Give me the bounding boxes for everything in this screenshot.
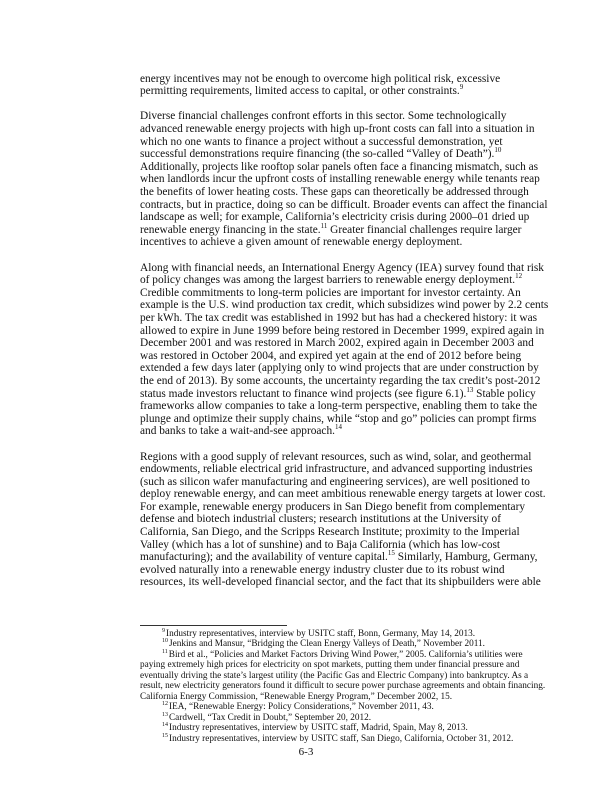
footnote-line bbox=[140, 732, 514, 745]
text-line bbox=[140, 324, 545, 338]
text-segment: incentives to achieve a given amount of renewable energy deployment. bbox=[140, 236, 463, 249]
text-line bbox=[140, 374, 541, 388]
text-line bbox=[140, 337, 534, 350]
footnote-reference: 11 bbox=[320, 221, 328, 230]
paragraph bbox=[140, 72, 501, 98]
footnote-line bbox=[140, 713, 472, 724]
text-segment: manufacturing); and the availability of venture capital. bbox=[140, 551, 388, 564]
page-number: 6-3 bbox=[298, 746, 314, 758]
text-line bbox=[140, 173, 540, 186]
text-segment: the benefits of lower heating costs. These gaps can theoretically be addressed through bbox=[140, 186, 529, 199]
footnote-text: result, new electricity generators found it difficult to secure power purchase agreements and obtain financing. bbox=[140, 681, 546, 692]
text-line bbox=[140, 385, 536, 401]
footnote-reference: 13 bbox=[466, 385, 474, 394]
text-line bbox=[140, 261, 544, 275]
footnote-text: Jenkins and Mansur, “Bridging the Clean Energy Valleys of Death,” November 2011. bbox=[169, 639, 485, 650]
text-line bbox=[140, 563, 505, 577]
text-segment: per kWh. The tax credit was established in 1992 but has had a checkered history: it was bbox=[140, 311, 538, 324]
text-segment: successful demonstrations require financing (the so-called “Valley of Death”). bbox=[140, 148, 495, 161]
text-segment: was restored in October 2004, and expired yet again at the end of 2012 before being bbox=[140, 349, 522, 362]
text-line bbox=[140, 513, 502, 526]
text-line bbox=[140, 549, 538, 564]
paragraph bbox=[140, 110, 548, 249]
text-line bbox=[140, 500, 526, 514]
footnote-line bbox=[140, 648, 523, 661]
text-segment: For example, renewable energy producers in San Diego benefit from complementary bbox=[140, 500, 526, 513]
text-line bbox=[140, 349, 522, 363]
text-segment: the end of 2013). By some accounts, the uncertainty regarding the tax credit’s post-2012 bbox=[140, 374, 541, 387]
text-line bbox=[140, 450, 532, 464]
footnote-line bbox=[140, 681, 546, 692]
text-line bbox=[140, 110, 507, 123]
text-segment: Greater financial challenges require larger bbox=[327, 223, 522, 236]
text-line bbox=[140, 488, 546, 501]
footnote-text: California Energy Commission, “Renewable Energy Program,” December 2002, 15. bbox=[140, 691, 453, 702]
text-line bbox=[140, 400, 538, 413]
footnote-number: 11 bbox=[162, 648, 168, 655]
text-segment: California, San Diego, and the Scripps Research Institute; proximity to the Imperial bbox=[140, 526, 520, 539]
footnote-text: Industry representatives, interview by USITC staff, Bonn, Germany, May 14, 2013. bbox=[166, 628, 476, 639]
text-line bbox=[140, 221, 522, 237]
text-line bbox=[140, 236, 472, 249]
text-segment: renewable energy financing in the state. bbox=[140, 223, 321, 236]
text-line bbox=[140, 146, 502, 161]
footnote-line bbox=[140, 723, 472, 734]
text-segment: resources, its well-developed financial sector, and the fact that its shipbuilders were able bbox=[140, 576, 541, 589]
text-segment: advanced renewable energy projects with high up-front costs can fall into a situation in bbox=[140, 123, 535, 136]
text-segment: permitting requirements, limited access to capital, or other constraints. bbox=[140, 85, 460, 98]
footnote-reference: 9 bbox=[459, 83, 464, 92]
text-segment: Credible commitments to long-term policies are important for investor certainty. An bbox=[140, 286, 521, 299]
footnote-line bbox=[140, 627, 476, 640]
text-line bbox=[140, 311, 538, 325]
text-segment: when landlords incur the upfront costs of installing renewable energy while tenants reap bbox=[140, 173, 540, 186]
footnote-line bbox=[140, 660, 520, 671]
footnotes bbox=[140, 627, 546, 745]
text-segment: endowments, reliable electrical grid infrastructure, and advanced supporting industries bbox=[140, 463, 533, 476]
text-segment: (such as silicon wafer manufacturing and engineering services), are well positioned to bbox=[140, 475, 530, 488]
footnote-reference: 15 bbox=[387, 549, 395, 558]
text-segment: contracts, but in practice, doing so can be difficult. Broader events can affect the financial bbox=[140, 198, 548, 211]
text-line bbox=[140, 412, 537, 426]
text-line bbox=[140, 475, 530, 489]
footnote-reference: 12 bbox=[515, 272, 523, 281]
text-line bbox=[140, 72, 501, 86]
text-line bbox=[140, 160, 539, 174]
text-segment: landscape as well; for example, California’s electricity crisis during 2000–01 dried up bbox=[140, 211, 530, 224]
text-segment: status made investors reluctant to finance wind projects (see figure 6.1). bbox=[140, 387, 467, 400]
footnote-text: Industry representatives, interview by USITC staff, Madrid, Spain, May 8, 2013. bbox=[169, 723, 468, 734]
text-segment: Along with financial needs, an International Energy Agency (IEA) survey found that risk bbox=[140, 261, 544, 274]
footnote-text: Bird et al., “Policies and Market Factors Driving Wind Power,” 2005. California’s utilities were bbox=[168, 649, 523, 660]
footnote-separator bbox=[140, 625, 287, 626]
text-line bbox=[140, 198, 548, 212]
text-segment: Regions with a good supply of relevant resources, such as wind, solar, and geothermal bbox=[140, 450, 532, 463]
footnote-number: 13 bbox=[162, 711, 168, 718]
text-segment: defense and biotech industrial clusters; research institutions at the University of bbox=[140, 513, 502, 526]
text-segment: Additionally, projects like rooftop solar panels often face a financing mismatch, such as bbox=[140, 160, 539, 173]
text-line bbox=[140, 286, 521, 300]
footnote-text: IEA, “Renewable Energy: Policy Considerations,” November 2011, 43. bbox=[169, 702, 434, 713]
text-segment: evolved naturally into a renewable energy industry cluster due to its robust wind bbox=[140, 563, 505, 576]
text-line bbox=[140, 526, 520, 539]
text-line bbox=[140, 362, 539, 375]
paragraph bbox=[140, 261, 549, 438]
text-line bbox=[140, 425, 472, 438]
footnote-text: paying extremely high prices for electricity on spot markets, putting them under financial pressure and bbox=[140, 660, 520, 671]
text-segment: extended a few days later (applying only to wind projects that are under construction by bbox=[140, 362, 539, 375]
footnote-number: 15 bbox=[162, 732, 168, 739]
text-line bbox=[140, 538, 501, 552]
footnote-text: Industry representatives, interview by USITC staff, San Diego, California, October 31, 2012. bbox=[169, 733, 514, 744]
text-segment: Stable policy bbox=[473, 387, 536, 400]
text-segment: of policy changes was among the largest barriers to renewable energy deployment. bbox=[140, 274, 516, 287]
footnote-text: Cardwell, “Tax Credit in Doubt,” September 20, 2012. bbox=[169, 712, 372, 723]
text-line bbox=[140, 272, 523, 287]
text-segment: deploy renewable energy, and can meet ambitious renewable energy targets at lower cost. bbox=[140, 488, 546, 501]
text-segment: energy incentives may not be enough to overcome high political risk, excessive bbox=[140, 72, 501, 85]
footnote-line bbox=[140, 692, 472, 703]
footnote-number: 12 bbox=[162, 701, 168, 708]
paragraph bbox=[140, 450, 546, 590]
text-line bbox=[140, 85, 472, 98]
text-segment: and banks to take a wait-and-see approach. bbox=[140, 425, 335, 438]
footnote-line bbox=[140, 670, 529, 682]
text-segment: Diverse financial challenges confront efforts in this sector. Some technologically bbox=[140, 110, 507, 123]
text-segment: frameworks allow companies to take a long-term perspective, enabling them to take the bbox=[140, 400, 538, 413]
footnote-number: 10 bbox=[162, 638, 168, 645]
footnote-reference: 14 bbox=[334, 423, 342, 432]
text-segment: December 2001 and was restored in March 2002, expired again in December 2003 and bbox=[140, 337, 534, 350]
footnote-text: eventually driving the state’s largest utility (the Pacific Gas and Electric Company) into bankruptcy. As a bbox=[140, 670, 529, 681]
footnote-number: 14 bbox=[162, 722, 168, 729]
text-line bbox=[140, 299, 549, 312]
text-segment: which no one wants to finance a project without a successful demonstration, yet bbox=[140, 135, 503, 148]
text-line bbox=[140, 463, 533, 476]
text-segment: allowed to expire in June 1999 before being restored in December 1999, expired again in bbox=[140, 324, 545, 337]
body-text bbox=[140, 72, 549, 602]
footnote-line bbox=[140, 638, 485, 650]
text-line bbox=[140, 135, 503, 149]
text-segment: example is the U.S. wind production tax credit, which subsidizes wind power by 2.2 cents bbox=[140, 299, 549, 312]
text-line bbox=[140, 186, 529, 199]
text-segment: Similarly, Hamburg, Germany, bbox=[394, 551, 538, 564]
text-line bbox=[140, 123, 535, 136]
footnote-reference: 10 bbox=[494, 146, 502, 155]
footnote-line bbox=[140, 702, 472, 713]
text-segment: Valley (which has a lot of sunshine) and to Baja California (which has low-cost bbox=[140, 538, 501, 551]
text-segment: plunge and optimize their supply chains, while “stop and go” policies can prompt firms bbox=[140, 412, 537, 425]
text-line bbox=[140, 576, 541, 589]
footnote-number: 9 bbox=[162, 627, 165, 634]
text-line bbox=[140, 211, 530, 224]
